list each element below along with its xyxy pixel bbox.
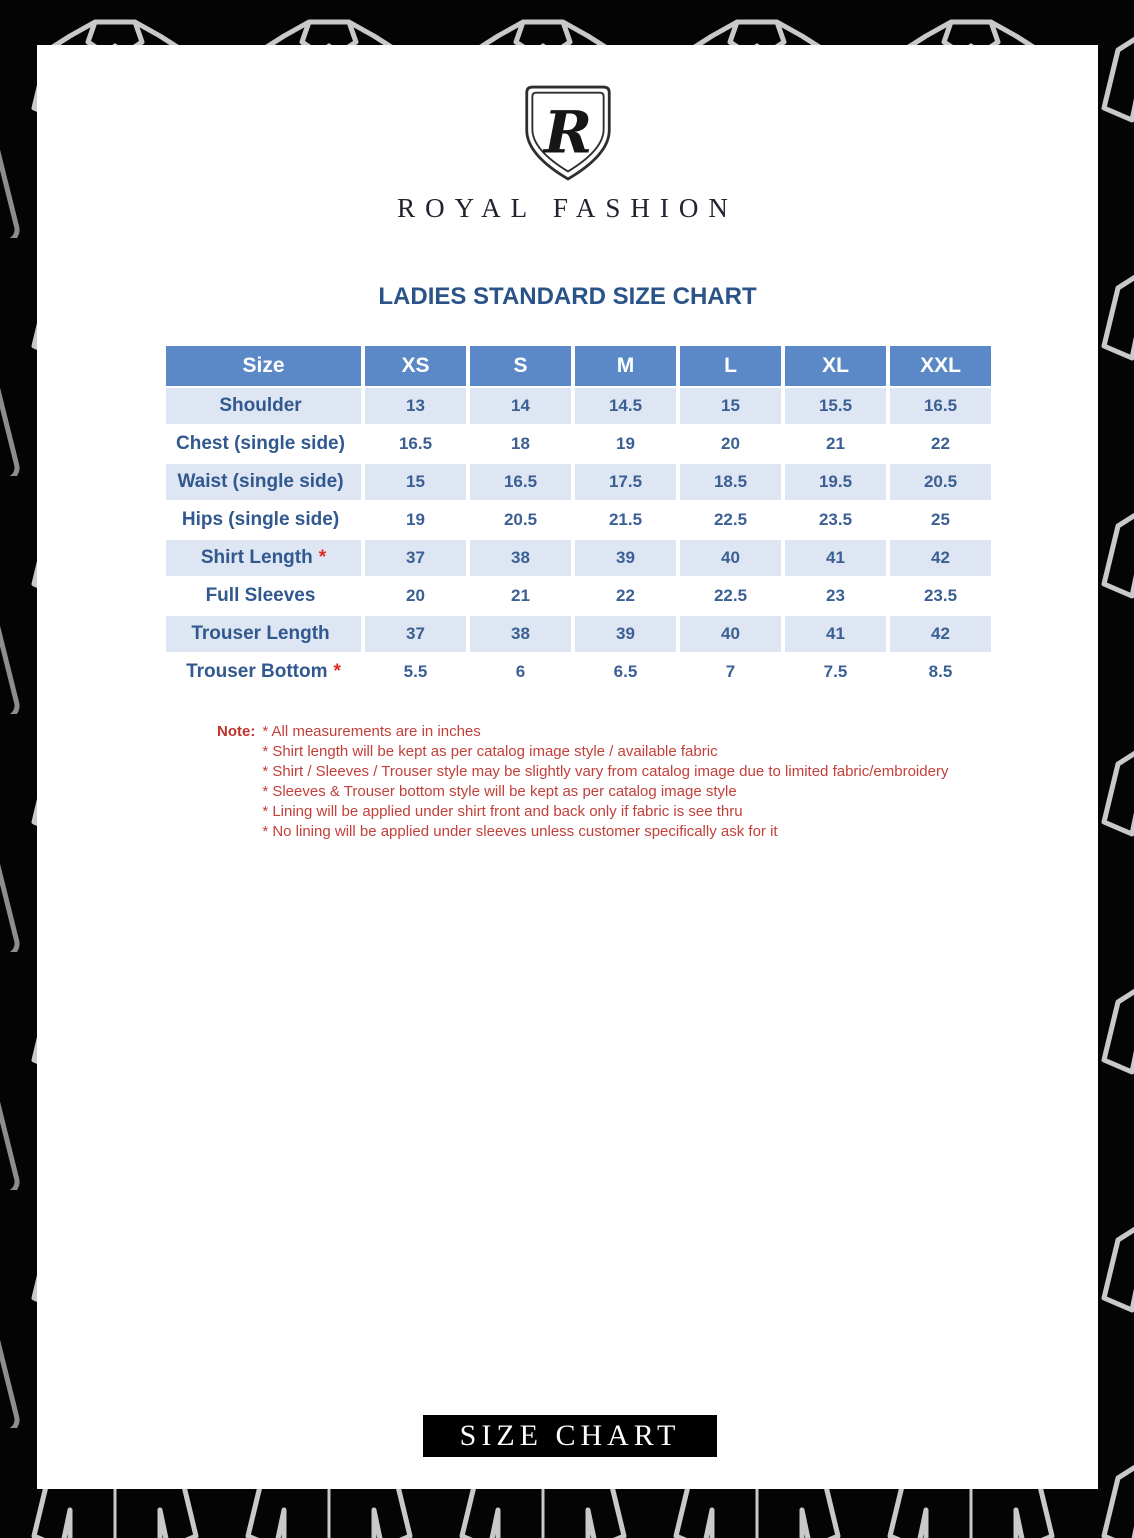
- size-value: 7.5: [785, 654, 886, 690]
- size-value: 23.5: [890, 578, 991, 614]
- table-header-row: [166, 346, 991, 386]
- size-value: 20: [365, 578, 466, 614]
- brand-name: ROYAL FASHION: [397, 193, 738, 223]
- size-value: 7: [680, 654, 781, 690]
- size-value: 22: [575, 578, 676, 614]
- size-value: 20.5: [890, 464, 991, 500]
- size-value: 25: [890, 502, 991, 538]
- note-lines: [262, 722, 948, 842]
- notes-section: [217, 722, 948, 842]
- size-value: 20.5: [470, 502, 571, 538]
- header-xs: XS: [365, 346, 466, 386]
- size-value: 15.5: [785, 388, 886, 424]
- size-value: 41: [785, 540, 886, 576]
- note-line: * All measurements are in inches: [262, 723, 481, 740]
- size-value: 42: [890, 616, 991, 652]
- size-value: 23.5: [785, 502, 886, 538]
- note-line: * Shirt / Sleeves / Trouser style may be slightly vary from catalog image due to limited fabric/embroidery: [262, 763, 949, 780]
- size-value: 16.5: [365, 426, 466, 462]
- page-title: LADIES STANDARD SIZE CHART: [378, 283, 757, 310]
- row-label: Waist (single side): [166, 464, 361, 500]
- monogram-letter: R: [543, 97, 592, 167]
- size-value: 8.5: [890, 654, 991, 690]
- header-l: L: [680, 346, 781, 386]
- size-value: 38: [470, 540, 571, 576]
- size-value: 42: [890, 540, 991, 576]
- shield-crest-icon: [523, 83, 613, 183]
- size-value: 6.5: [575, 654, 676, 690]
- size-value: 16.5: [470, 464, 571, 500]
- size-value: 18.5: [680, 464, 781, 500]
- table-row: [166, 654, 991, 690]
- size-value: 19: [365, 502, 466, 538]
- size-value: 20: [680, 426, 781, 462]
- row-label: Hips (single side): [166, 502, 361, 538]
- size-value: 6: [470, 654, 571, 690]
- size-value: 22: [890, 426, 991, 462]
- size-value: 15: [680, 388, 781, 424]
- size-value: 19: [575, 426, 676, 462]
- size-value: 15: [365, 464, 466, 500]
- document-page: [37, 45, 1098, 1489]
- size-value: 39: [575, 616, 676, 652]
- row-label: Shoulder: [166, 388, 361, 424]
- note-line: * Shirt length will be kept as per catalog image style / available fabric: [262, 743, 718, 760]
- size-value: 21: [470, 578, 571, 614]
- row-label: Shirt Length *: [166, 540, 361, 576]
- size-value: 40: [680, 540, 781, 576]
- size-value: 23: [785, 578, 886, 614]
- size-table: [162, 344, 995, 692]
- brand-logo: [37, 83, 1098, 224]
- size-value: 16.5: [890, 388, 991, 424]
- size-value: 22.5: [680, 578, 781, 614]
- size-value: 14.5: [575, 388, 676, 424]
- table-row: [166, 388, 991, 424]
- note-line: * No lining will be applied under sleeves unless customer specifically ask for it: [262, 823, 778, 840]
- size-value: 41: [785, 616, 886, 652]
- banner-text: SIZE CHART: [459, 1419, 681, 1452]
- size-chart-banner: [423, 1415, 717, 1457]
- note-line: * Sleeves & Trouser bottom style will be kept as per catalog image style: [262, 783, 737, 800]
- table-row: [166, 540, 991, 576]
- header-xl: XL: [785, 346, 886, 386]
- size-value: 22.5: [680, 502, 781, 538]
- size-value: 40: [680, 616, 781, 652]
- size-value: 14: [470, 388, 571, 424]
- table-row: [166, 464, 991, 500]
- table-row: [166, 502, 991, 538]
- size-value: 21: [785, 426, 886, 462]
- note-line: * Lining will be applied under shirt front and back only if fabric is see thru: [262, 803, 743, 820]
- size-value: 37: [365, 616, 466, 652]
- table-row: [166, 578, 991, 614]
- size-value: 38: [470, 616, 571, 652]
- table-row: [166, 426, 991, 462]
- header-xxl: XXL: [890, 346, 991, 386]
- header-size: Size: [166, 346, 361, 386]
- row-label: Chest (single side): [166, 426, 361, 462]
- row-label: Trouser Bottom *: [166, 654, 361, 690]
- size-value: 13: [365, 388, 466, 424]
- row-label: Trouser Length: [166, 616, 361, 652]
- table-row: [166, 616, 991, 652]
- header-s: S: [470, 346, 571, 386]
- row-label: Full Sleeves: [166, 578, 361, 614]
- size-value: 21.5: [575, 502, 676, 538]
- size-value: 19.5: [785, 464, 886, 500]
- size-value: 18: [470, 426, 571, 462]
- size-value: 5.5: [365, 654, 466, 690]
- size-value: 39: [575, 540, 676, 576]
- size-value: 17.5: [575, 464, 676, 500]
- note-label: Note:: [217, 723, 256, 740]
- size-value: 37: [365, 540, 466, 576]
- header-m: M: [575, 346, 676, 386]
